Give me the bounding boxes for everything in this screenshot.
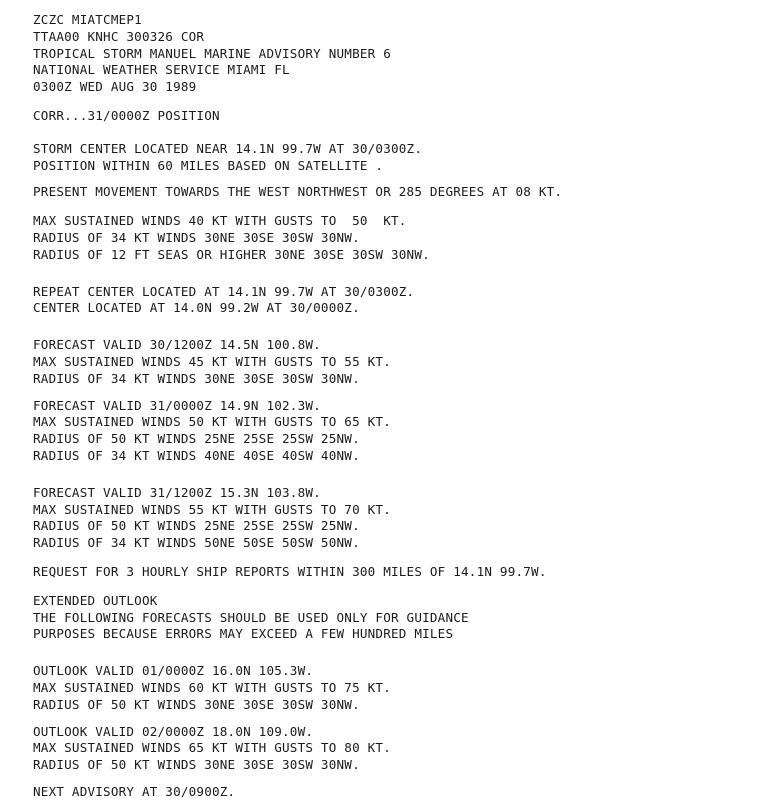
storm-center-line: STORM CENTER LOCATED NEAR 14.1N 99.7W AT 30/0300Z. [33, 140, 423, 156]
forecast-line: MAX SUSTAINED WINDS 45 KT WITH GUSTS TO 55 KT. [33, 353, 391, 369]
forecast-block-2 [33, 398, 753, 465]
outlook-line: MAX SUSTAINED WINDS 60 KT WITH GUSTS TO 75 KT. [33, 679, 391, 695]
header-line: 0300Z WED AUG 30 1989 [33, 79, 197, 95]
outlook-line: RADIUS OF 50 KT WINDS 30NE 30SE 30SW 30NW. [33, 757, 360, 773]
header-line: ZCZC MIATCMEP1 [33, 12, 142, 27]
ship-reports-line: REQUEST FOR 3 HOURLY SHIP REPORTS WITHIN 300 MILES OF 14.1N 99.7W. [33, 563, 547, 579]
header-line: TTAA00 KNHC 300326 COR [33, 28, 205, 44]
forecast-block-3 [33, 485, 753, 552]
winds-block [33, 213, 753, 263]
header-line: NATIONAL WEATHER SERVICE MIAMI FL [33, 62, 290, 78]
outlook-block-1 [33, 663, 753, 713]
winds-line: RADIUS OF 34 KT WINDS 30NE 30SE 30SW 30NW. [33, 229, 360, 245]
winds-line: MAX SUSTAINED WINDS 40 KT WITH GUSTS TO 50 KT. [33, 213, 407, 229]
advisory-document [33, 12, 753, 801]
forecast-line: RADIUS OF 34 KT WINDS 30NE 30SE 30SW 30NW. [33, 370, 360, 386]
header-block [33, 12, 753, 96]
forecast-line: FORECAST VALID 31/1200Z 15.3N 103.8W. [33, 484, 321, 500]
forecast-line: MAX SUSTAINED WINDS 50 KT WITH GUSTS TO 65 KT. [33, 414, 391, 430]
forecast-line: RADIUS OF 50 KT WINDS 25NE 25SE 25SW 25NW. [33, 431, 360, 447]
header-line: TROPICAL STORM MANUEL MARINE ADVISORY NUMBER 6 [33, 45, 391, 61]
forecast-line: FORECAST VALID 31/0000Z 14.9N 102.3W. [33, 397, 321, 413]
outlook-block-2 [33, 724, 753, 774]
repeat-center-block [33, 284, 753, 318]
forecast-line: FORECAST VALID 30/1200Z 14.5N 100.8W. [33, 337, 321, 353]
forecast-line: RADIUS OF 50 KT WINDS 25NE 25SE 25SW 25NW. [33, 518, 360, 534]
repeat-center-line: CENTER LOCATED AT 14.0N 99.2W AT 30/0000Z. [33, 300, 360, 316]
forecast-block-1 [33, 337, 753, 387]
extended-outlook-line: PURPOSES BECAUSE ERRORS MAY EXCEED A FEW HUNDRED MILES [33, 626, 454, 642]
outlook-line: RADIUS OF 50 KT WINDS 30NE 30SE 30SW 30NW. [33, 696, 360, 712]
storm-center-line: POSITION WITHIN 60 MILES BASED ON SATELLITE . [33, 157, 384, 173]
winds-line: RADIUS OF 12 FT SEAS OR HIGHER 30NE 30SE 30SW 30NW. [33, 246, 430, 262]
extended-outlook-line: EXTENDED OUTLOOK [33, 592, 158, 608]
forecast-line: RADIUS OF 34 KT WINDS 50NE 50SE 50SW 50NW. [33, 535, 360, 551]
outlook-line: OUTLOOK VALID 01/0000Z 16.0N 105.3W. [33, 663, 314, 679]
forecast-line: RADIUS OF 34 KT WINDS 40NE 40SE 40SW 40NW. [33, 447, 360, 463]
extended-outlook-line: THE FOLLOWING FORECASTS SHOULD BE USED ONLY FOR GUIDANCE [33, 609, 469, 625]
repeat-center-line: REPEAT CENTER LOCATED AT 14.1N 99.7W AT 30/0300Z. [33, 283, 415, 299]
outlook-line: OUTLOOK VALID 02/0000Z 18.0N 109.0W. [33, 723, 314, 739]
extended-outlook-block [33, 593, 753, 643]
outlook-line: MAX SUSTAINED WINDS 65 KT WITH GUSTS TO 80 KT. [33, 740, 391, 756]
correction-line: CORR...31/0000Z POSITION [33, 107, 220, 123]
forecast-line: MAX SUSTAINED WINDS 55 KT WITH GUSTS TO 70 KT. [33, 501, 391, 517]
storm-center-block [33, 141, 753, 175]
next-advisory-line: NEXT ADVISORY AT 30/0900Z. [33, 783, 236, 799]
movement-line: PRESENT MOVEMENT TOWARDS THE WEST NORTHWEST OR 285 DEGREES AT 08 KT. [33, 184, 563, 200]
